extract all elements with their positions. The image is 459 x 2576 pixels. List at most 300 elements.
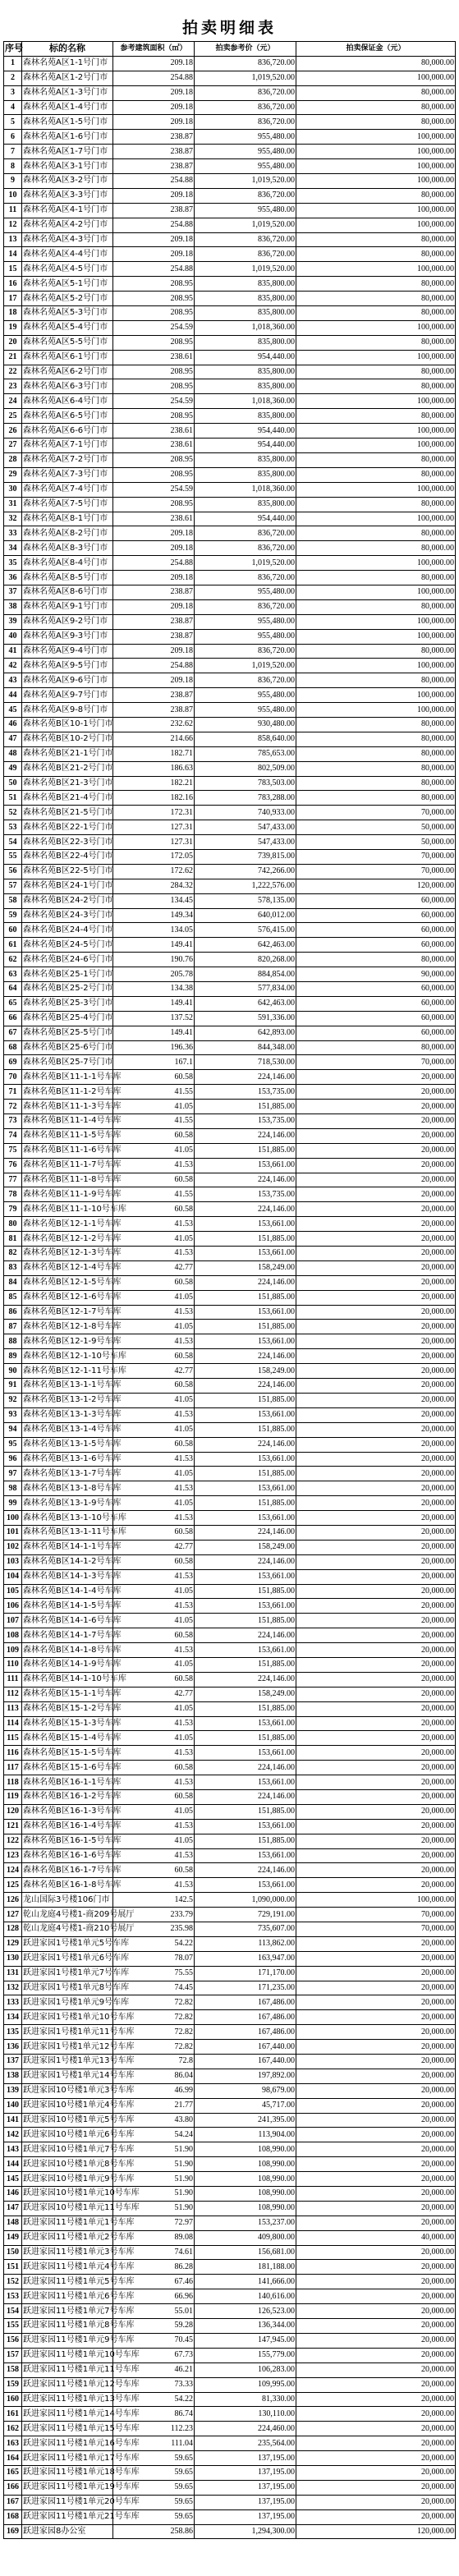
table-row [4,1143,456,1158]
row-reference-price: 224,146.00 [195,1173,296,1187]
table-row [4,159,456,174]
row-item-name: 跃进家园11号楼1单元4号车库 [22,2260,113,2275]
row-seq: 82 [4,1247,22,1261]
row-seq: 17 [4,292,22,306]
row-item-name: 森林名苑A区7-3号门市 [22,467,113,482]
table-row [4,1055,456,1070]
row-item-name: 森林名苑B区21-3号门市 [22,776,113,791]
table-row [4,953,456,967]
row-area: 208.95 [113,497,195,512]
row-item-name: 森林名苑B区14-1-8号车库 [22,1643,113,1658]
row-item-name: 森林名苑A区6-3号门市 [22,379,113,394]
row-deposit: 20,000.00 [296,1158,456,1173]
table-row [4,806,456,820]
row-reference-price: 547,433.00 [195,820,296,835]
table-row [4,1951,456,1966]
row-deposit: 50,000.00 [296,820,456,835]
row-reference-price: 151,885.00 [195,1657,296,1672]
row-seq: 94 [4,1422,22,1437]
row-seq: 130 [4,1951,22,1966]
table-row [4,2113,456,2128]
row-seq: 69 [4,1055,22,1070]
row-seq: 112 [4,1687,22,1701]
row-deposit: 20,000.00 [296,1716,456,1731]
row-deposit: 20,000.00 [296,1407,456,1422]
row-area: 60.58 [113,1437,195,1452]
table-row [4,1202,456,1217]
row-seq: 59 [4,908,22,923]
row-area: 70.45 [113,2333,195,2348]
row-reference-price: 884,854.00 [195,967,296,982]
row-deposit: 80,000.00 [296,100,456,115]
row-item-name: 森林名苑B区16-1-2号车库 [22,1789,113,1804]
row-deposit: 80,000.00 [296,409,456,424]
row-deposit: 20,000.00 [296,2465,456,2480]
row-deposit: 20,000.00 [296,1848,456,1863]
row-reference-price: 1,018,360.00 [195,482,296,497]
row-area: 149.41 [113,996,195,1011]
row-seq: 146 [4,2187,22,2202]
header-area: 参考建筑面积（㎡） [113,42,195,57]
table-row [4,1232,456,1247]
row-seq: 132 [4,1981,22,1995]
row-item-name: 森林名苑B区11-1-3号车库 [22,1100,113,1114]
row-area: 89.08 [113,2230,195,2245]
row-reference-price: 153,661.00 [195,1481,296,1496]
row-item-name: 森林名苑A区8-1号门市 [22,512,113,526]
table-row [4,2362,456,2377]
row-deposit: 20,000.00 [296,1290,456,1305]
row-seq: 48 [4,746,22,761]
row-deposit: 50,000.00 [296,835,456,850]
row-area: 74.45 [113,1981,195,1995]
row-item-name: 森林名苑B区13-1-11号车库 [22,1525,113,1540]
row-reference-price: 153,735.00 [195,1085,296,1100]
row-item-name: 森林名苑A区9-3号门市 [22,629,113,644]
row-seq: 123 [4,1848,22,1863]
row-seq: 137 [4,2055,22,2069]
table-row [4,2275,456,2289]
row-reference-price: 578,135.00 [195,893,296,908]
row-seq: 140 [4,2098,22,2113]
row-reference-price: 640,012.00 [195,908,296,923]
row-reference-price: 955,480.00 [195,585,296,599]
header-item-name: 标的名称 [22,42,113,57]
row-seq: 64 [4,982,22,997]
row-reference-price: 835,800.00 [195,335,296,350]
row-item-name: 森林名苑B区13-1-8号车库 [22,1481,113,1496]
row-seq: 12 [4,218,22,232]
row-area: 254.88 [113,174,195,189]
row-seq: 147 [4,2201,22,2216]
row-deposit: 20,000.00 [296,1731,456,1746]
table-row [4,2319,456,2334]
row-reference-price: 836,720.00 [195,115,296,130]
row-item-name: 跃进家园10号楼1单元3号车库 [22,2083,113,2098]
row-item-name: 跃进家园11号楼1单元21号车库 [22,2509,113,2524]
row-deposit: 20,000.00 [296,2422,456,2436]
row-reference-price: 153,661.00 [195,1217,296,1232]
row-seq: 151 [4,2260,22,2275]
table-row [4,1848,456,1863]
row-area: 284.32 [113,879,195,893]
row-reference-price: 106,283.00 [195,2362,296,2377]
row-reference-price: 836,720.00 [195,599,296,614]
row-reference-price: 1,018,360.00 [195,320,296,335]
row-area: 51.90 [113,2187,195,2202]
row-deposit: 70,000.00 [296,806,456,820]
row-item-name: 森林名苑B区12-1-5号车库 [22,1275,113,1290]
row-seq: 163 [4,2436,22,2451]
row-area: 209.18 [113,247,195,262]
row-area: 41.05 [113,1701,195,1716]
row-seq: 118 [4,1775,22,1790]
table-row [4,85,456,100]
table-row [4,512,456,526]
row-area: 209.18 [113,571,195,585]
row-seq: 55 [4,849,22,864]
row-deposit: 20,000.00 [296,2245,456,2260]
row-area: 254.88 [113,556,195,571]
table-row [4,1936,456,1951]
row-seq: 142 [4,2128,22,2142]
table-row [4,2098,456,2113]
row-seq: 23 [4,379,22,394]
row-item-name: 跃进家园1号楼1单元7号车库 [22,1966,113,1981]
row-item-name: 森林名苑B区24-3号门市 [22,908,113,923]
row-reference-price: 153,661.00 [195,1643,296,1658]
row-item-name: 森林名苑A区3-1号门市 [22,159,113,174]
table-row [4,1437,456,1452]
row-reference-price: 858,640.00 [195,732,296,746]
row-item-name: 森林名苑B区16-1-5号车库 [22,1834,113,1848]
row-area: 182.21 [113,776,195,791]
row-item-name: 森林名苑B区13-1-3号车库 [22,1407,113,1422]
row-reference-price: 1,019,520.00 [195,218,296,232]
table-row [4,1643,456,1658]
row-item-name: 森林名苑B区11-1-5号车库 [22,1128,113,1143]
row-area: 112.23 [113,2422,195,2436]
row-seq: 156 [4,2333,22,2348]
table-row [4,1349,456,1364]
row-area: 254.88 [113,71,195,85]
row-item-name: 森林名苑B区13-1-7号车库 [22,1467,113,1481]
row-area: 60.58 [113,1173,195,1187]
row-seq: 27 [4,439,22,453]
row-deposit: 20,000.00 [296,2098,456,2113]
row-deposit: 20,000.00 [296,1232,456,1247]
row-deposit: 100,000.00 [296,218,456,232]
row-area: 41.05 [113,1834,195,1848]
row-area: 134.38 [113,982,195,997]
row-reference-price: 171,170.00 [195,1966,296,1981]
row-deposit: 20,000.00 [296,1217,456,1232]
row-seq: 52 [4,806,22,820]
row-item-name: 跃进家园10号楼1单元5号车库 [22,2113,113,2128]
row-reference-price: 740,933.00 [195,806,296,820]
row-area: 41.05 [113,1393,195,1407]
row-area: 73.33 [113,2377,195,2392]
row-deposit: 20,000.00 [296,1202,456,1217]
row-reference-price: 181,188.00 [195,2260,296,2275]
row-item-name: 森林名苑B区25-7号门市 [22,1055,113,1070]
table-row [4,218,456,232]
row-seq: 145 [4,2172,22,2187]
row-reference-price: 109,995.00 [195,2377,296,2392]
table-row [4,2245,456,2260]
row-deposit: 80,000.00 [296,746,456,761]
row-item-name: 森林名苑A区7-5号门市 [22,497,113,512]
row-area: 208.95 [113,452,195,467]
row-item-name: 森林名苑A区9-4号门市 [22,644,113,659]
row-seq: 84 [4,1275,22,1290]
row-deposit: 80,000.00 [296,541,456,556]
row-area: 182.16 [113,791,195,806]
row-area: 42.77 [113,1687,195,1701]
row-area: 208.95 [113,379,195,394]
row-area: 60.58 [113,1070,195,1085]
row-reference-price: 224,146.00 [195,1275,296,1290]
row-seq: 105 [4,1584,22,1599]
row-deposit: 100,000.00 [296,71,456,85]
row-seq: 67 [4,1026,22,1040]
table-row [4,1746,456,1761]
row-deposit: 20,000.00 [296,2083,456,2098]
row-item-name: 跃进家园1号楼1单元11号车库 [22,2025,113,2040]
row-deposit: 100,000.00 [296,1893,456,1908]
row-area: 238.87 [113,688,195,703]
row-reference-price: 835,800.00 [195,409,296,424]
row-item-name: 森林名苑B区14-1-3号车库 [22,1569,113,1584]
row-area: 41.05 [113,1731,195,1746]
row-item-name: 森林名苑B区16-1-6号车库 [22,1848,113,1863]
row-reference-price: 224,146.00 [195,1672,296,1687]
row-item-name: 森林名苑B区22-4号门市 [22,849,113,864]
row-reference-price: 153,735.00 [195,1187,296,1202]
row-seq: 100 [4,1511,22,1526]
table-row [4,2377,456,2392]
row-seq: 89 [4,1349,22,1364]
row-seq: 50 [4,776,22,791]
row-reference-price: 153,661.00 [195,1247,296,1261]
row-reference-price: 153,661.00 [195,1511,296,1526]
row-deposit: 90,000.00 [296,967,456,982]
row-seq: 139 [4,2083,22,2098]
row-deposit: 20,000.00 [296,2172,456,2187]
row-seq: 68 [4,1040,22,1055]
row-item-name: 森林名苑A区6-1号门市 [22,350,113,365]
row-area: 60.58 [113,1349,195,1364]
row-reference-price: 153,661.00 [195,1716,296,1731]
row-item-name: 森林名苑B区13-1-2号车库 [22,1393,113,1407]
table-row [4,232,456,247]
row-area: 59.65 [113,2451,195,2466]
table-row [4,1305,456,1320]
row-deposit: 60,000.00 [296,1026,456,1040]
row-seq: 38 [4,599,22,614]
row-item-name: 森林名苑A区4-2号门市 [22,218,113,232]
table-row [4,1731,456,1746]
table-row [4,1554,456,1569]
row-area: 208.95 [113,277,195,292]
row-item-name: 森林名苑B区14-1-6号车库 [22,1614,113,1628]
row-reference-price: 1,019,520.00 [195,262,296,277]
row-reference-price: 98,679.00 [195,2083,296,2098]
row-seq: 62 [4,953,22,967]
row-reference-price: 151,885.00 [195,1232,296,1247]
row-seq: 60 [4,923,22,938]
row-reference-price: 409,800.00 [195,2230,296,2245]
row-item-name: 森林名苑A区9-6号门市 [22,673,113,688]
row-area: 41.05 [113,1143,195,1158]
row-seq: 78 [4,1187,22,1202]
row-item-name: 森林名苑B区24-4号门市 [22,923,113,938]
row-deposit: 70,000.00 [296,864,456,879]
row-deposit: 40,000.00 [296,2230,456,2245]
row-seq: 125 [4,1878,22,1893]
row-seq: 24 [4,394,22,409]
table-row [4,1716,456,1731]
table-row [4,1657,456,1672]
row-reference-price: 955,480.00 [195,145,296,159]
row-deposit: 20,000.00 [296,2362,456,2377]
row-item-name: 森林名苑A区3-3号门市 [22,188,113,203]
row-reference-price: 137,195.00 [195,2465,296,2480]
row-seq: 74 [4,1128,22,1143]
row-area: 186.63 [113,761,195,776]
table-row [4,746,456,761]
row-item-name: 森林名苑B区16-1-1号车库 [22,1775,113,1790]
row-seq: 166 [4,2480,22,2495]
row-item-name: 跃进家园10号楼1单元11号车库 [22,2201,113,2216]
table-row [4,849,456,864]
row-seq: 88 [4,1334,22,1349]
row-area: 209.18 [113,115,195,130]
row-area: 72.8 [113,2055,195,2069]
table-row [4,893,456,908]
row-reference-price: 153,661.00 [195,1158,296,1173]
row-seq: 129 [4,1936,22,1951]
row-reference-price: 151,885.00 [195,1804,296,1819]
table-row [4,791,456,806]
row-area: 51.90 [113,2201,195,2216]
table-row [4,1775,456,1790]
row-area: 238.87 [113,629,195,644]
row-deposit: 20,000.00 [296,2333,456,2348]
row-area: 41.53 [113,1407,195,1422]
table-row [4,1804,456,1819]
row-item-name: 乾山龙庭4号楼1-商210号展厅 [22,1922,113,1937]
row-area: 54.24 [113,2128,195,2142]
row-item-name: 跃进家园11号楼1单元10号车库 [22,2348,113,2362]
row-deposit: 20,000.00 [296,2304,456,2319]
row-reference-price: 224,146.00 [195,1202,296,1217]
table-row [4,1761,456,1775]
row-deposit: 60,000.00 [296,893,456,908]
table-row [4,1701,456,1716]
row-item-name: 森林名苑A区6-6号门市 [22,424,113,439]
row-area: 209.18 [113,644,195,659]
table-row [4,2187,456,2202]
row-reference-price: 45,717.00 [195,2098,296,2113]
row-area: 67.73 [113,2348,195,2362]
row-seq: 98 [4,1481,22,1496]
table-row [4,379,456,394]
row-reference-price: 739,815.00 [195,849,296,864]
table-row [4,2142,456,2157]
row-area: 238.87 [113,203,195,218]
row-area: 254.59 [113,482,195,497]
table-row [4,1628,456,1643]
row-item-name: 森林名苑B区12-1-9号车库 [22,1334,113,1349]
table-row [4,1789,456,1804]
table-row [4,2025,456,2040]
row-area: 238.87 [113,614,195,629]
row-deposit: 20,000.00 [296,1467,456,1481]
row-area: 205.78 [113,967,195,982]
row-reference-price: 836,720.00 [195,526,296,541]
row-reference-price: 576,415.00 [195,923,296,938]
row-reference-price: 153,661.00 [195,1334,296,1349]
row-area: 238.61 [113,512,195,526]
table-row [4,482,456,497]
row-reference-price: 153,661.00 [195,1819,296,1834]
row-seq: 43 [4,673,22,688]
table-row [4,644,456,659]
table-row [4,2509,456,2524]
row-item-name: 森林名苑B区16-1-3号车库 [22,1804,113,1819]
table-row [4,2260,456,2275]
row-area: 41.53 [113,1819,195,1834]
row-seq: 29 [4,467,22,482]
row-deposit: 80,000.00 [296,232,456,247]
row-area: 190.76 [113,953,195,967]
table-row [4,1496,456,1511]
row-seq: 116 [4,1746,22,1761]
row-reference-price: 151,885.00 [195,1320,296,1334]
row-seq: 127 [4,1908,22,1922]
row-deposit: 20,000.00 [296,2509,456,2524]
row-seq: 36 [4,571,22,585]
row-seq: 65 [4,996,22,1011]
row-area: 41.55 [113,1085,195,1100]
row-area: 41.53 [113,1716,195,1731]
table-row [4,1320,456,1334]
row-seq: 152 [4,2275,22,2289]
row-item-name: 森林名苑A区5-2号门市 [22,292,113,306]
row-seq: 40 [4,629,22,644]
row-area: 182.71 [113,746,195,761]
row-item-name: 森林名苑B区25-2号门市 [22,982,113,997]
row-area: 42.77 [113,1540,195,1554]
table-row [4,262,456,277]
row-deposit: 20,000.00 [296,1701,456,1716]
row-reference-price: 836,720.00 [195,232,296,247]
row-seq: 16 [4,277,22,292]
row-deposit: 20,000.00 [296,1789,456,1804]
row-reference-price: 224,460.00 [195,2422,296,2436]
row-reference-price: 718,530.00 [195,1055,296,1070]
row-area: 41.05 [113,1320,195,1334]
row-area: 254.88 [113,262,195,277]
row-reference-price: 742,266.00 [195,864,296,879]
table-row [4,100,456,115]
row-item-name: 跃进家园10号楼1单元7号车库 [22,2142,113,2157]
row-reference-price: 835,800.00 [195,452,296,467]
row-reference-price: 224,146.00 [195,1379,296,1394]
row-area: 86.28 [113,2260,195,2275]
row-area: 196.36 [113,1040,195,1055]
